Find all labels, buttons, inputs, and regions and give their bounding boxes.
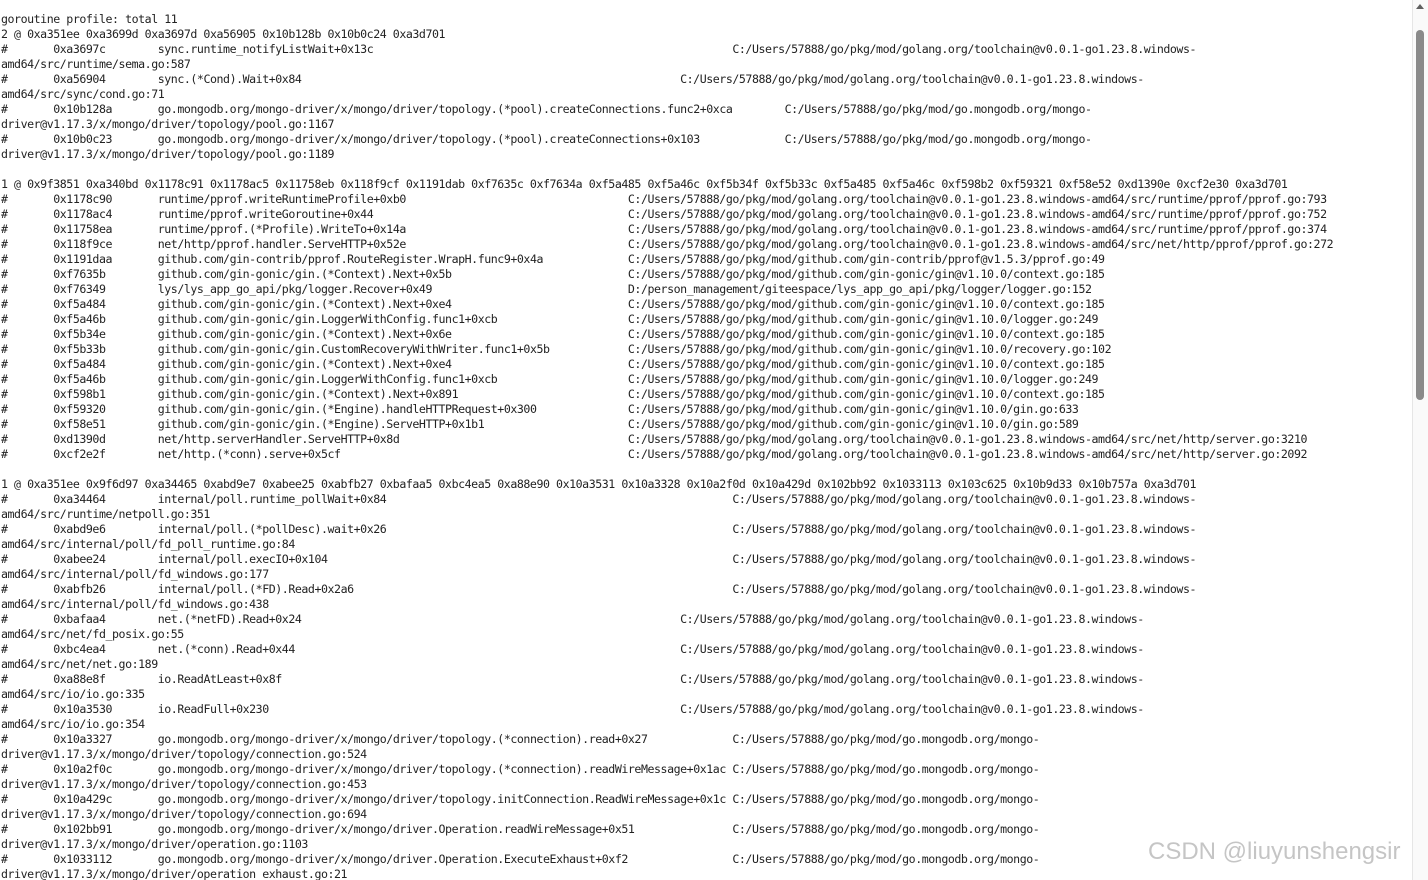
profile-line: # 0x10a3327 go.mongodb.org/mongo-driver/x/mongo/driver/topology.(*connection).read+0x27 C:/Users/57888/go/pkg/mod/go.mongodb.org/mongo- [1, 732, 1040, 746]
profile-line: # 0xa56904 sync.(*Cond).Wait+0x84 C:/Users/57888/go/pkg/mod/golang.org/toolchain@v0.0.1-go1.23.8.windows- [1, 72, 1144, 86]
profile-line: driver@v1.17.3/x/mongo/driver/topology/connection.go:524 [1, 747, 367, 761]
profile-line: # 0x10a429c go.mongodb.org/mongo-driver/x/mongo/driver/topology.initConnection.ReadWireMessage+0x1c C:/Users/57888/go/pkg/mod/go.mongodb.org/mongo- [1, 792, 1040, 806]
profile-line: amd64/src/internal/poll/fd_windows.go:177 [1, 567, 269, 581]
profile-line: driver@v1.17.3/x/mongo/driver/operation_exhaust.go:21 [1, 867, 348, 880]
profile-line: goroutine profile: total 11 [1, 12, 178, 26]
profile-line: # 0xabfb26 internal/poll.(*FD).Read+0x2a6 C:/Users/57888/go/pkg/mod/golang.org/toolchain@v0.0.1-go1.23.8.windows- [1, 582, 1197, 596]
profile-line: amd64/src/runtime/netpoll.go:351 [1, 507, 210, 521]
profile-line: 2 @ 0xa351ee 0xa3699d 0xa3697d 0xa56905 0x10b128b 0x10b0c24 0xa3d701 [1, 27, 446, 41]
profile-line: # 0xf59320 github.com/gin-gonic/gin.(*Engine).handleHTTPRequest+0x300 C:/Users/57888/go/pkg/mod/github.com/gin-gonic/gin@v1.10.0/gin.go:633 [1, 402, 1079, 416]
profile-line: # 0x102bb91 go.mongodb.org/mongo-driver/x/mongo/driver.Operation.readWireMessage+0x51 C:/Users/57888/go/pkg/mod/go.mongodb.org/mongo- [1, 822, 1040, 836]
profile-line: # 0x118f9ce net/http/pprof.handler.ServeHTTP+0x52e C:/Users/57888/go/pkg/mod/golang.org/toolchain@v0.0.1-go1.23.8.windows-amd64/src/net/http/pprof/pprof.go:272 [1, 237, 1334, 251]
scroll-up-arrow-icon[interactable] [1416, 4, 1424, 9]
profile-line: # 0xf598b1 github.com/gin-gonic/gin.(*Context).Next+0x891 C:/Users/57888/go/pkg/mod/github.com/gin-gonic/gin@v1.10.0/context.go:185 [1, 387, 1105, 401]
profile-line: # 0xf76349 lys/lys_app_go_api/pkg/logger.Recover+0x49 D:/person_management/giteespace/lys_app_go_api/pkg/logger/logger.go:152 [1, 282, 1092, 296]
profile-line: # 0xf5a484 github.com/gin-gonic/gin.(*Context).Next+0xe4 C:/Users/57888/go/pkg/mod/github.com/gin-gonic/gin@v1.10.0/context.go:185 [1, 357, 1105, 371]
profile-line: # 0x1191daa github.com/gin-contrib/pprof.RouteRegister.WrapH.func9+0x4a C:/Users/57888/go/pkg/mod/github.com/gin-contrib/pprof@v1.5.3/pprof.go:49 [1, 252, 1105, 266]
profile-line: # 0xa88e8f io.ReadAtLeast+0x8f C:/Users/57888/go/pkg/mod/golang.org/toolchain@v0.0.1-go1.23.8.windows- [1, 672, 1144, 686]
profile-line: driver@v1.17.3/x/mongo/driver/topology/connection.go:453 [1, 777, 367, 791]
profile-line: # 0xf5a46b github.com/gin-gonic/gin.LoggerWithConfig.func1+0xcb C:/Users/57888/go/pkg/mod/github.com/gin-gonic/gin@v1.10.0/logger.go:249 [1, 312, 1099, 326]
profile-line: # 0x10a2f0c go.mongodb.org/mongo-driver/x/mongo/driver/topology.(*connection).readWireMessage+0x1ac C:/Users/57888/go/pkg/mod/go.mongodb.org/mongo- [1, 762, 1040, 776]
profile-line: # 0xf5a484 github.com/gin-gonic/gin.(*Context).Next+0xe4 C:/Users/57888/go/pkg/mod/github.com/gin-gonic/gin@v1.10.0/context.go:185 [1, 297, 1105, 311]
profile-line: # 0x10b0c23 go.mongodb.org/mongo-driver/x/mongo/driver/topology.(*pool).createConnections+0x103 C:/Users/57888/go/pkg/mod/go.mongodb.org/mongo- [1, 132, 1092, 146]
profile-line: # 0x10b128a go.mongodb.org/mongo-driver/x/mongo/driver/topology.(*pool).createConnections.func2+0xca C:/Users/57888/go/pkg/mod/go.mongodb.org/mongo- [1, 102, 1092, 116]
profile-line: # 0x1033112 go.mongodb.org/mongo-driver/x/mongo/driver.Operation.ExecuteExhaust+0xf2 C:/Users/57888/go/pkg/mod/go.mongodb.org/mongo- [1, 852, 1040, 866]
vertical-scrollbar[interactable] [1412, 0, 1428, 880]
profile-line: amd64/src/internal/poll/fd_poll_runtime.go:84 [1, 537, 295, 551]
profile-line: # 0xbc4ea4 net.(*conn).Read+0x44 C:/Users/57888/go/pkg/mod/golang.org/toolchain@v0.0.1-go1.23.8.windows- [1, 642, 1144, 656]
profile-line: # 0xcf2e2f net/http.(*conn).serve+0x5cf C:/Users/57888/go/pkg/mod/golang.org/toolchain@v0.0.1-go1.23.8.windows-amd64/src/net/http/server.go:2092 [1, 447, 1308, 461]
profile-line: # 0xf5a46b github.com/gin-gonic/gin.LoggerWithConfig.func1+0xcb C:/Users/57888/go/pkg/mod/github.com/gin-gonic/gin@v1.10.0/logger.go:249 [1, 372, 1099, 386]
profile-line: amd64/src/io/io.go:335 [1, 687, 145, 701]
profile-line: # 0x10a3530 io.ReadFull+0x230 C:/Users/57888/go/pkg/mod/golang.org/toolchain@v0.0.1-go1.23.8.windows- [1, 702, 1144, 716]
profile-line: # 0xbafaa4 net.(*netFD).Read+0x24 C:/Users/57888/go/pkg/mod/golang.org/toolchain@v0.0.1-go1.23.8.windows- [1, 612, 1144, 626]
blank-line [1, 462, 1412, 477]
profile-line: # 0xd1390d net/http.serverHandler.ServeHTTP+0x8d C:/Users/57888/go/pkg/mod/golang.org/toolchain@v0.0.1-go1.23.8.windows-amd64/src/net/http/server.go:3210 [1, 432, 1308, 446]
profile-line: # 0xa3697c sync.runtime_notifyListWait+0x13c C:/Users/57888/go/pkg/mod/golang.org/toolchain@v0.0.1-go1.23.8.windows- [1, 42, 1197, 56]
profile-line: # 0xa34464 internal/poll.runtime_pollWait+0x84 C:/Users/57888/go/pkg/mod/golang.org/toolchain@v0.0.1-go1.23.8.windows- [1, 492, 1197, 506]
profile-line: # 0xf5b34e github.com/gin-gonic/gin.(*Context).Next+0x6e C:/Users/57888/go/pkg/mod/github.com/gin-gonic/gin@v1.10.0/context.go:185 [1, 327, 1105, 341]
profile-line: # 0xf58e51 github.com/gin-gonic/gin.(*Engine).ServeHTTP+0x1b1 C:/Users/57888/go/pkg/mod/github.com/gin-gonic/gin@v1.10.0/gin.go:589 [1, 417, 1079, 431]
profile-line: # 0x1178ac4 runtime/pprof.writeGoroutine+0x44 C:/Users/57888/go/pkg/mod/golang.org/toolchain@v0.0.1-go1.23.8.windows-amd64/src/runtime/pprof/pprof.go:752 [1, 207, 1327, 221]
scrollbar-thumb[interactable] [1416, 30, 1424, 400]
profile-line: # 0xf5b33b github.com/gin-gonic/gin.CustomRecoveryWithWriter.func1+0x5b C:/Users/57888/go/pkg/mod/github.com/gin-gonic/gin@v1.10.0/recovery.go:102 [1, 342, 1112, 356]
profile-line: 1 @ 0x9f3851 0xa340bd 0x1178c91 0x1178ac5 0x11758eb 0x118f9cf 0x1191dab 0xf7635c 0xf7634a 0xf5a485 0xf5a46c 0xf5b34f 0xf5b33c 0xf5a485 0xf5a46c 0xf598b2 0xf59321 0xf58e52 0xd1390e 0xcf2e30 0xa3d701 [1, 177, 1288, 191]
profile-line: # 0x1178c90 runtime/pprof.writeRuntimeProfile+0xb0 C:/Users/57888/go/pkg/mod/golang.org/toolchain@v0.0.1-go1.23.8.windows-amd64/src/runtime/pprof/pprof.go:793 [1, 192, 1327, 206]
profile-line: amd64/src/net/fd_posix.go:55 [1, 627, 184, 641]
blank-line [1, 162, 1412, 177]
profile-line: amd64/src/io/io.go:354 [1, 717, 145, 731]
profile-line: # 0x11758ea runtime/pprof.(*Profile).WriteTo+0x14a C:/Users/57888/go/pkg/mod/golang.org/toolchain@v0.0.1-go1.23.8.windows-amd64/src/runtime/pprof/pprof.go:374 [1, 222, 1327, 236]
profile-line: amd64/src/sync/cond.go:71 [1, 87, 165, 101]
profile-line: amd64/src/internal/poll/fd_windows.go:438 [1, 597, 269, 611]
profile-line: # 0xabee24 internal/poll.execIO+0x104 C:/Users/57888/go/pkg/mod/golang.org/toolchain@v0.0.1-go1.23.8.windows- [1, 552, 1197, 566]
profile-line: driver@v1.17.3/x/mongo/driver/operation.go:1103 [1, 837, 308, 851]
profile-line: # 0xabd9e6 internal/poll.(*pollDesc).wait+0x26 C:/Users/57888/go/pkg/mod/golang.org/toolchain@v0.0.1-go1.23.8.windows- [1, 522, 1197, 536]
profile-line: driver@v1.17.3/x/mongo/driver/topology/connection.go:694 [1, 807, 367, 821]
profile-line: 1 @ 0xa351ee 0x9f6d97 0xa34465 0xabd9e7 0xabee25 0xabfb27 0xbafaa5 0xbc4ea5 0xa88e90 0x10a3531 0x10a3328 0x10a2f0d 0x10a429d 0x102bb92 0x1033113 0x103c625 0x10b9d33 0x10b757a 0xa3d701 [1, 477, 1196, 491]
profile-line: # 0xf7635b github.com/gin-gonic/gin.(*Context).Next+0x5b C:/Users/57888/go/pkg/mod/github.com/gin-gonic/gin@v1.10.0/context.go:185 [1, 267, 1105, 281]
profile-line: amd64/src/runtime/sema.go:587 [1, 57, 191, 71]
profile-line: driver@v1.17.3/x/mongo/driver/topology/pool.go:1189 [1, 147, 335, 161]
csdn-watermark: CSDN @liuyunshengsir [1148, 838, 1401, 865]
profile-line: driver@v1.17.3/x/mongo/driver/topology/pool.go:1167 [1, 117, 335, 131]
profile-line: amd64/src/net/net.go:189 [1, 657, 158, 671]
